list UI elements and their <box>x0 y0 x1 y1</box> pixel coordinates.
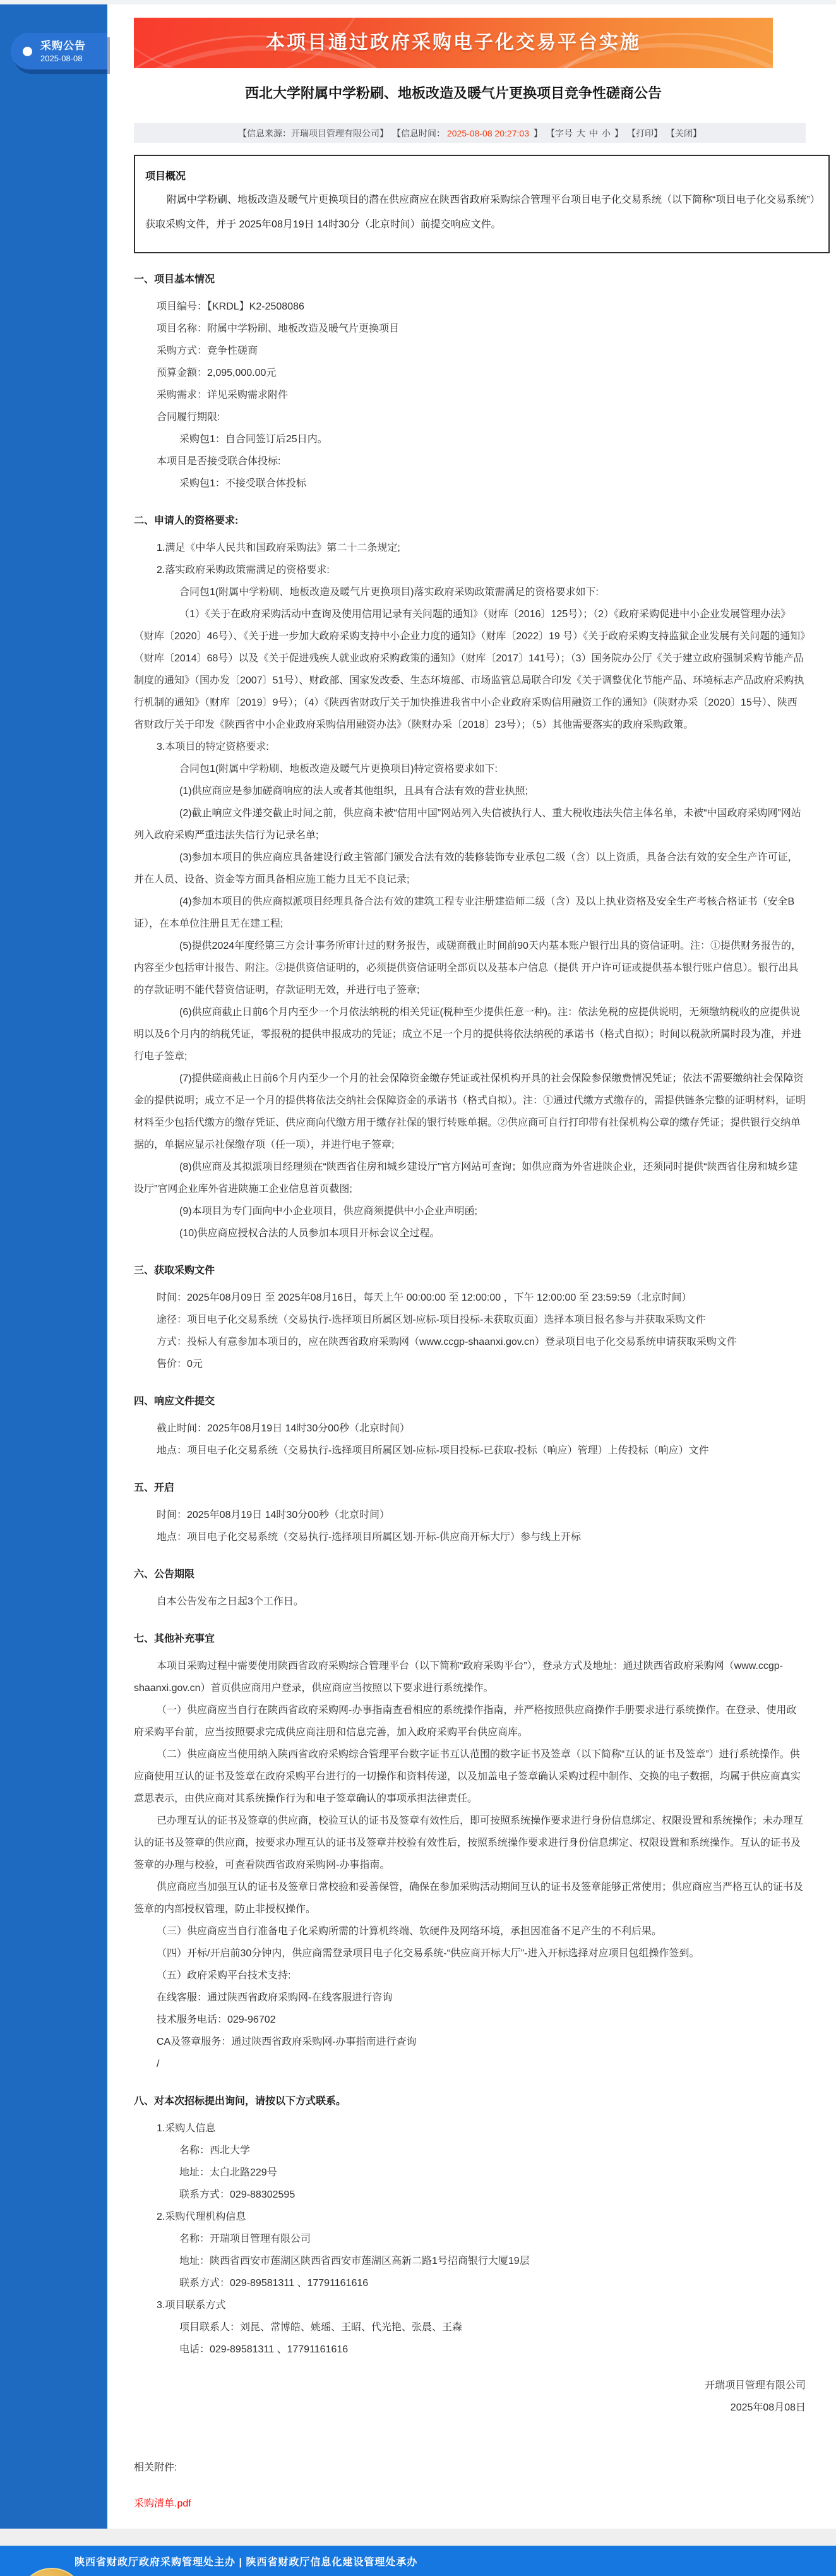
paragraph: 2.采购代理机构信息 <box>157 2212 246 2222</box>
signature-line: 开瑞项目管理有限公司 <box>704 2380 806 2391</box>
info-source: 【信息来源：开瑞项目管理有限公司】 <box>238 128 388 138</box>
paragraph: 名称：开瑞项目管理有限公司 <box>179 2234 311 2244</box>
paragraph: 时间：2025年08月19日 14时30分00秒（北京时间） <box>157 1510 390 1520</box>
badge-title: 采购公告 <box>40 40 86 52</box>
paragraph: （一）供应商应当自行在陕西省政府采购网-办事指南查看相应的系统操作指南，并严格按照供应商操作手册要求进行系统操作。在登录、使用政府采购平台前，应当按照要求完成供应商注册和信息完善，加入政府采购平台供应商库。 <box>134 1705 797 1738</box>
paragraph: 3.项目联系方式 <box>157 2300 226 2311</box>
paragraph: 1.采购人信息 <box>157 2123 216 2134</box>
paragraph: （二）供应商应当使用纳入陕西省政府采购综合管理平台数字证书互认范围的数字证书及签章（以下简称“互认的证书及签章”）进行系统操作。供应商使用互认的证书及签章在政府采购平台进行的一切操作和资料传递，以及加盖电子签章确认采购过程中制作、交换的电子数据，均属于供应商真实意思表示，由供应商对其系统操作行为和电子签章确认的事项承担法律责任。 <box>134 1749 801 1804</box>
national-emblem-icon <box>19 2568 85 2576</box>
paragraph: 采购包1：不接受联合体投标 <box>179 478 306 489</box>
badge-dot-icon <box>23 47 32 56</box>
paragraph: 2.落实政府采购政策需满足的资格要求: <box>157 565 330 575</box>
paragraph: (8)供应商及其拟派项目经理须在“陕西省住房和城乡建设厅”官方网站可查询；如供应商为外省进陕企业，还须同时提供“陕西省住房和城乡建设厅”官网企业库外省进陕施工企业信息首页截图; <box>134 1162 798 1195</box>
paragraph: (10)供应商应授权合法的人员参加本项目开标会议全过程。 <box>179 1228 440 1239</box>
section-heading: 七、其他补充事宜 <box>134 1634 215 1644</box>
attachments-label: 相关附件: <box>134 2462 177 2473</box>
info-bar <box>134 123 806 143</box>
main-content-area <box>107 4 836 2529</box>
paragraph: 地址：太白北路229号 <box>179 2167 277 2178</box>
announcement-content <box>134 268 806 2419</box>
paragraph: 项目联系人：刘昆、常博皓、姚瑶、王昭、代光艳、张晨、王森 <box>179 2322 463 2333</box>
page-body <box>0 4 836 2529</box>
attachment-link-pdf[interactable]: 采购清单.pdf <box>134 2498 191 2509</box>
paragraph: (3)参加本项目的供应商应具备建设行政主管部门颁发合法有效的装修装饰专业承包二级（含）以上资质，具备合法有效的安全生产许可证，并在人员、设备、资金等方面具备相应施工能力且无不良记录; <box>134 852 798 885</box>
paragraph: 采购方式：竞争性磋商 <box>157 346 258 356</box>
badge-text <box>40 39 86 64</box>
page-footer <box>0 2546 836 2576</box>
paragraph: 本项目是否接受联合体投标: <box>157 456 281 467</box>
announcement-type-badge[interactable] <box>11 33 107 69</box>
project-overview-box <box>134 155 830 253</box>
bottom-gray-strip <box>0 2529 836 2546</box>
info-time-label: 【信息时间： <box>392 128 445 138</box>
font-size-medium-button[interactable]: 中 <box>589 128 598 138</box>
paragraph: 本项目采购过程中需要使用陕西省政府采购综合管理平台（以下简称“政府采购平台”），登录方式及地址：通过陕西省政府采购网（www.ccgp-shaanxi.gov.cn）首页供应商用户登录，供应商应当按照以下要求进行系统操作。 <box>134 1661 784 1694</box>
font-size-large-button[interactable]: 大 <box>576 128 585 138</box>
paragraph: (1)供应商应是参加磋商响应的法人或者其他组织，且具有合法有效的营业执照; <box>179 786 528 797</box>
paragraph: 合同包1(附属中学粉刷、地板改造及暖气片更换项目)落实政府采购政策需满足的资格要求如下: <box>179 587 599 598</box>
paragraph: 项目名称：附属中学粉刷、地板改造及暖气片更换项目 <box>157 323 400 334</box>
font-size-bracket: 】 <box>614 128 623 138</box>
paragraph: 合同包1(附属中学粉刷、地板改造及暖气片更换项目)特定资格要求如下: <box>179 764 498 774</box>
paragraph: 时间：2025年08月09日 至 2025年08月16日，每天上午 00:00:00 至 12:00:00 ，下午 12:00:00 至 23:59:59（北京时间） <box>157 1292 692 1303</box>
overview-title: 项目概况 <box>145 171 186 182</box>
paragraph: 地点：项目电子化交易系统（交易执行-选择项目所属区划-应标-项目投标-已获取-投标（响应）管理）上传投标（响应）文件 <box>157 1445 709 1456</box>
footer-text: 陕西省财政厅政府采购管理处主办 | 陕西省财政厅信息化建设管理处承办 <box>75 2557 418 2568</box>
paragraph: 电话：029-89581311 、17791161616 <box>179 2344 349 2355</box>
paragraph: 方式：投标人有意参加本项目的，应在陕西省政府采购网（www.ccgp-shaanxi.gov.cn）登录项目电子化交易系统申请获取采购文件 <box>157 1337 737 1347</box>
top-page-strip <box>0 0 836 4</box>
paragraph: 售价：0元 <box>157 1359 203 1369</box>
paragraph: 名称：西北大学 <box>179 2145 251 2156</box>
paragraph: (4)参加本项目的供应商拟派项目经理具备合法有效的建筑工程专业注册建造师二级（含）及以上执业资格及安全生产考核合格证书（安全B证），在本单位注册且无在建工程; <box>134 896 795 929</box>
paragraph: 供应商应当加强互认的证书及签章日常校验和妥善保管，确保在参加采购活动期间互认的证书及签章能够正常使用；供应商应当严格互认的证书及签章的内部授权管理，防止非授权操作。 <box>134 1882 804 1915</box>
signature-line: 2025年08月08日 <box>730 2402 806 2413</box>
section-heading: 三、获取采购文件 <box>134 1265 215 1276</box>
paragraph: 项目编号：【KRDL】K2-2508086 <box>157 301 304 312</box>
paragraph: (5)提供2024年度经第三方会计事务所审计过的财务报告，或磋商截止时间前90天内基本账户银行出具的资信证明。注：①提供财务报告的，内容至少包括审计报告、附注。②提供资信证明的，必须提供资信证明全部页以及基本户信息（提供 开户许可证或提供基本银行账户信息）。银行出具的存款证明不能代替资信证明，存款证明无效，并进行电子签章; <box>134 941 801 996</box>
paragraph: (6)供应商截止日前6个月内至少一个月依法纳税的相关凭证(税种至少提供任意一种)。注：依法免税的应提供说明，无须缴纳税收的应提供说明以及6个月内的纳税凭证，零报税的提供申报成功的凭证；成立不足一个月的提供将依法纳税的承诺书（格式自拟）；时间以税款所属时段为准，并进行电子签章; <box>134 1007 801 1062</box>
platform-banner <box>134 18 773 68</box>
paragraph: 预算金额：2,095,000.00元 <box>157 368 277 378</box>
section-heading: 五、开启 <box>134 1483 175 1493</box>
font-size-small-button[interactable]: 小 <box>602 128 611 138</box>
paragraph: / <box>157 2059 160 2069</box>
paragraph: 已办理互认的证书及签章的供应商，校验互认的证书及签章有效性后，即可按照系统操作要求进行身份信息绑定、权限设置和系统操作；未办理互认的证书及签章的供应商，按要求办理互认的证书及签章并校验有效性后，按照系统操作要求进行身份信息绑定、权限设置和系统操作。互认的证书及签章的办理与校验，可查看陕西省政府采购网-办事指南。 <box>134 1815 804 1870</box>
paragraph: (9)本项目为专门面向中小企业项目，供应商须提供中小企业声明函; <box>179 1206 478 1217</box>
paragraph: 合同履行期限: <box>157 412 220 423</box>
paragraph: （1）《关于在政府采购活动中查询及使用信用记录有关问题的通知》（财库〔2016〕125号）；（2）《政府采购促进中小企业发展管理办法》（财库〔2020〕46号）、《关于进一步加大政府采购支持中小企业力度的通知》（财库〔2022〕19 号）《关于政府采购支持监狱企业发展有关问题的通知》（财库〔2014〕68号）以及《关于促进残疾人就业政府采购政策的通知》（财库〔2017〕141号）；（3）国务院办公厅《关于建立政府强制采购节能产品制度的通知》（国办发〔2007〕51号）、财政部、国家发改委、生态环境部、市场监管总局联合印发《关于调整优化节能产品、环境标志产品政府采购执行机制的通知》（财库〔2019〕9号）；（4）《陕西省财政厅关于加快推进我省中小企业政府采购信用融资工作的通知》（陕财办采〔2020〕15号）、陕西省财政厅关于印发《陕西省中小企业政府采购信用融资办法》（陕财办采〔2018〕23号）；（5）其他需要落实的政府采购政策。 <box>134 609 806 730</box>
paragraph: 采购需求：详见采购需求附件 <box>157 390 289 400</box>
paragraph: 采购包1：自合同签订后25日内。 <box>179 434 328 445</box>
paragraph: 地址：陕西省西安市莲湖区陕西省西安市莲湖区高新二路1号招商银行大厦19层 <box>179 2256 530 2266</box>
paragraph: 在线客服：通过陕西省政府采购网-在线客服进行咨询 <box>157 1992 393 2003</box>
paragraph: 1.满足《中华人民共和国政府采购法》第二十二条规定; <box>157 543 400 553</box>
banner-text: 本项目通过政府采购电子化交易平台实施 <box>266 32 641 53</box>
print-button[interactable]: 【打印】 <box>627 128 662 138</box>
sidebar <box>0 4 107 2529</box>
paragraph: 地点：项目电子化交易系统（交易执行-选择项目所属区划-开标-供应商开标大厅）参与线上开标 <box>157 1532 581 1543</box>
font-size-label: 【字号 <box>546 128 573 138</box>
section-heading: 一、项目基本情况 <box>134 274 215 285</box>
paragraph: （五）政府采购平台技术支持: <box>157 1970 291 1981</box>
paragraph: CA及签章服务：通过陕西省政府采购网-办事指南进行查询 <box>157 2037 417 2047</box>
section-heading: 八、对本次招标提出询问，请按以下方式联系。 <box>134 2096 347 2107</box>
paragraph: （三）供应商应当自行准备电子化采购所需的计算机终端、软硬件及网络环境，承担因准备不足产生的不利后果。 <box>157 1926 662 1937</box>
paragraph: 联系方式：029-89581311 、17791161616 <box>179 2278 369 2289</box>
overview-text: 附属中学粉刷、地板改造及暖气片更换项目的潜在供应商应在陕西省政府采购综合管理平台项目电子化交易系统（以下简称“项目电子化交易系统”）获取采购文件，并于 2025年08月19日 14时30分（北京时间）前提交响应文件。 <box>145 195 815 230</box>
paragraph: 3.本项目的特定资格要求: <box>157 742 269 752</box>
paragraph: (2)截止响应文件递交截止时间之前，供应商未被“信用中国”网站列入失信被执行人、重大税收违法失信主体名单，未被“中国政府采购网”网站列入政府采购严重违法失信行为记录名单; <box>134 808 801 841</box>
paragraph: 截止时间：2025年08月19日 14时30分00秒（北京时间） <box>157 1423 410 1434</box>
paragraph: 联系方式：029-88302595 <box>179 2189 296 2200</box>
paragraph: (7)提供磋商截止日前6个月内至少一个月的社会保障资金缴存凭证或社保机构开具的社会保险参保缴费情况凭证；依法不需要缴纳社会保障资金的提供说明；成立不足一个月的提供将依法交纳社会保障资金的承诺书（格式自拟）。注：①通过代缴方式缴存的，需提供链条完整的证明材料，证明材料至少包括代缴方的缴存凭证、供应商向代缴方用于缴存社保的银行转账单据。②供应商可自行打印带有社保机构公章的缴存凭证；提供银行交纳单据的，单据应显示社保缴存项（任一项），并进行电子签章; <box>134 1073 806 1150</box>
paragraph: 技术服务电话：029-96702 <box>157 2014 276 2025</box>
info-timestamp: 2025-08-08 20:27:03 <box>447 128 529 138</box>
paragraph: 途径：项目电子化交易系统（交易执行-选择项目所属区划-应标-项目投标-未获取页面）选择本项目报名参与并获取采购文件 <box>157 1315 706 1325</box>
section-heading: 六、公告期限 <box>134 1569 195 1580</box>
paragraph: （四）开标/开启前30分钟内，供应商需登录项目电子化交易系统-“供应商开标大厅”-进入开标选择对应项目包组操作签到。 <box>157 1948 700 1959</box>
badge-date: 2025-08-08 <box>40 54 83 63</box>
section-heading: 二、申请人的资格要求: <box>134 515 239 526</box>
section-heading: 四、响应文件提交 <box>134 1396 215 1407</box>
close-button[interactable]: 【关闭】 <box>666 128 702 138</box>
page-title: 西北大学附属中学粉刷、地板改造及暖气片更换项目竞争性磋商公告 <box>244 85 662 101</box>
paragraph: 自本公告发布之日起3个工作日。 <box>157 1596 304 1607</box>
info-time-bracket: 】 <box>534 128 542 138</box>
